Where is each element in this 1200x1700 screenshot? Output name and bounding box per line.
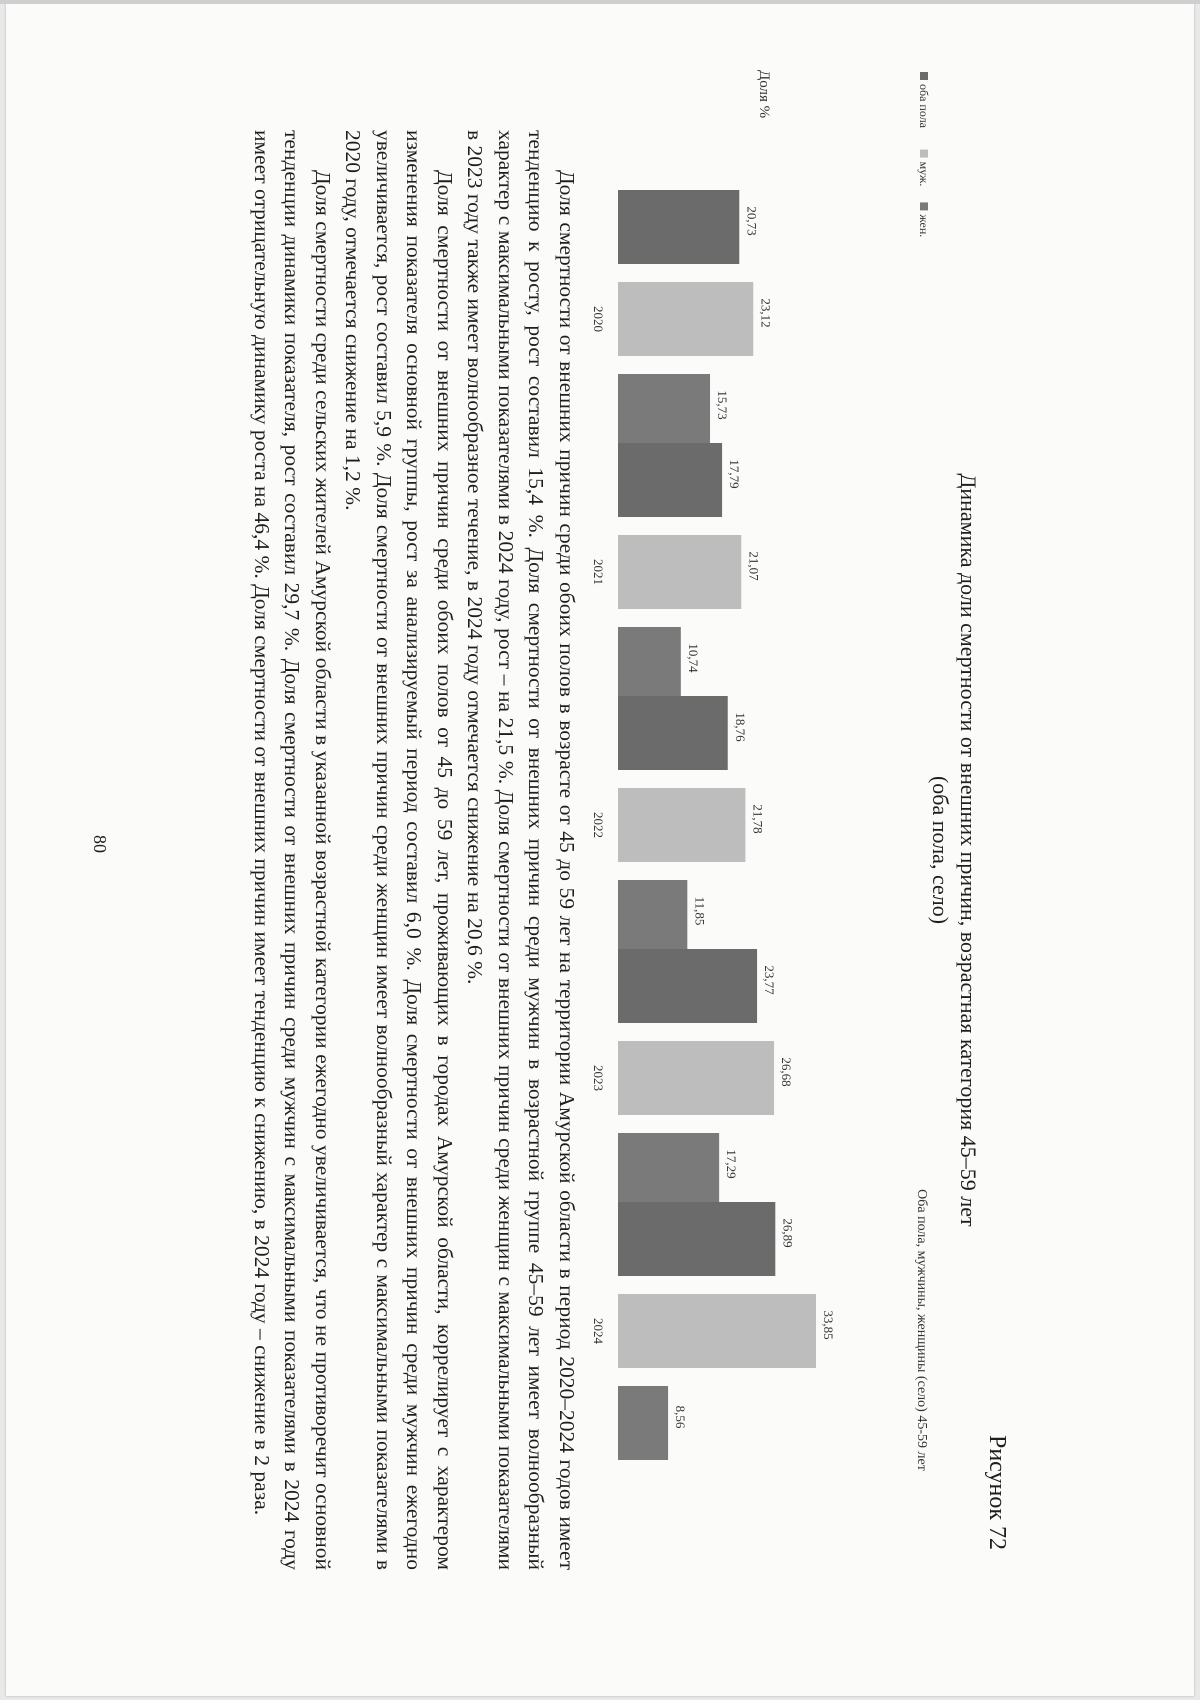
data-label-2022-3: 11,85: [692, 896, 708, 926]
y-axis-label: Доля %: [756, 70, 772, 119]
bar-2024-2: [618, 1294, 816, 1368]
data-label-2023-1: 23,77: [762, 965, 778, 995]
chart-subtitle: Оба пола, мужчины, женщины (село) 45-59 лет: [914, 1189, 929, 1471]
paragraph-3: Доля смертности среди сельских жителей Амурской области в указанной возрастной категории ежегодно увеличивается, что не противоречит основной тенденции динамики показателя, рост составил 29,7 %. Доля смертности от внешних причин среди мужчин с максимальными показателями в 2024 году имеет отрицательную динамику роста на 46,4 %. Доля смертности от внешних причин имеет тенденцию к снижению, в 2024 году – снижение в 2 раза.: [250, 130, 335, 1570]
chart-title-line-2: (оба пола, село): [928, 775, 953, 925]
x-tick-label-2024: 2024: [591, 1318, 606, 1344]
bar-chart: [580, 60, 940, 1620]
x-tick-label-2022: 2022: [591, 812, 606, 838]
data-label-2020-2: 23,12: [758, 298, 774, 328]
body-text: [247, 130, 583, 1570]
bar-2021-3: [618, 627, 681, 701]
bar-2021-1: [618, 443, 722, 517]
paragraph-1: Доля смертности от внешних причин среди обоих полов в возрасте от 45 до 59 лет на территории Амурской области в период 2020–2024 годов имеет тенденцию к росту, рост составил 15,4 %. Доля смертности от внешних причин среди мужчин в возрастной группе 45–59 лет имеет волнообразный характер с максимальными показателями в 2024 году, рост – на 21,5 %. Доля смертности от внешних причин среди женщин с максимальными показателями в 2023 году также имеет волнообразное течение, в 2024 году отмечается снижение на 20,6 %.: [463, 130, 579, 1570]
chart-title-line-1: Динамика доли смертности от внешних причин, возрастная категория 45–59 лет: [956, 473, 981, 1227]
data-label-2024-1: 26,89: [780, 1218, 796, 1248]
data-label-2022-1: 18,76: [732, 712, 748, 742]
data-label-2021-2: 21,07: [746, 551, 762, 581]
bar-2020-2: [618, 282, 753, 356]
bar-2023-2: [618, 1041, 774, 1115]
page-number: 80: [90, 835, 110, 853]
legend-swatch-3: [920, 202, 928, 210]
bar-2022-1: [618, 696, 728, 770]
paragraph-2: Доля смертности от внешних причин среди обоих полов от 45 до 59 лет, проживающих в городах Амурской области, коррелирует с характером изменения показателя основной группы, рост за анализируемый период составил 6,0 %. Доля смертности от внешних причин среди мужчин ежегодно увеличивается, рост составил 5,9 %. Доля смертности от внешних причин среди женщин имеет волнообразный характер с максимальными показателями в 2020 году, отмечается снижение на 1,2 %.: [341, 130, 457, 1570]
data-label-2022-2: 21,78: [750, 804, 766, 834]
x-tick-label-2021: 2021: [591, 559, 606, 585]
data-label-2020-1: 20,73: [744, 206, 760, 236]
bar-2022-2: [618, 788, 745, 862]
legend-label-1: оба пола: [917, 84, 931, 129]
bar-2024-3: [618, 1386, 668, 1460]
bar-2023-1: [618, 949, 757, 1023]
data-label-2021-1: 17,79: [727, 459, 743, 489]
legend-label-3: жен.: [917, 214, 931, 238]
bar-2020-3: [618, 374, 710, 448]
data-label-2021-3: 10,74: [685, 643, 701, 673]
bar-2022-3: [618, 880, 687, 954]
legend-label-2: муж.: [917, 161, 931, 187]
data-label-2024-2: 33,85: [821, 1310, 837, 1340]
figure-label: Рисунок 72: [984, 1434, 1010, 1550]
data-label-2020-3: 15,73: [715, 390, 731, 420]
legend-swatch-2: [920, 150, 928, 158]
data-label-2023-2: 26,68: [779, 1057, 795, 1087]
x-tick-label-2020: 2020: [591, 306, 606, 332]
data-label-2024-3: 8,56: [673, 1405, 689, 1429]
bar-2024-1: [618, 1202, 775, 1276]
bar-2020-1: [618, 190, 739, 264]
legend-swatch-1: [920, 72, 928, 80]
x-tick-label-2023: 2023: [591, 1065, 606, 1091]
bar-2021-2: [618, 535, 741, 609]
bar-2023-3: [618, 1133, 719, 1207]
data-label-2023-3: 17,29: [724, 1149, 740, 1179]
